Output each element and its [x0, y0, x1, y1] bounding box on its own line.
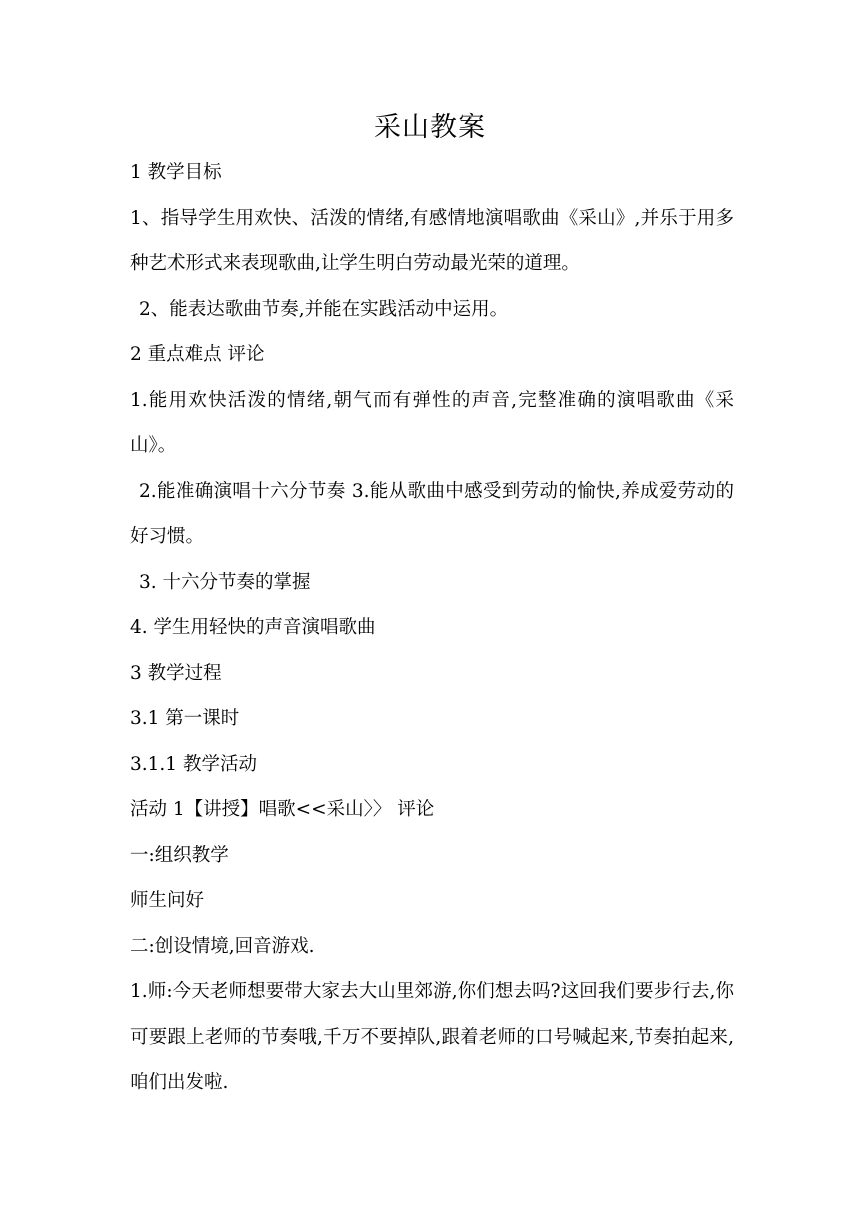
paragraph: 1.师:今天老师想要带大家去大山里郊游,你们想去吗?这回我们要步行去,你可要跟上老师的节奏哦,千万不要掉队,跟着老师的口号喊起来,节奏拍起来,咱们出发啦.	[130, 981, 734, 1093]
subsection-heading: 3.1 第一课时	[130, 708, 240, 729]
paragraph: 一:组织教学	[130, 844, 229, 866]
activity-heading: 活动 1【讲授】唱歌<<采山〉〉 评论	[130, 799, 435, 820]
document-body	[130, 150, 734, 1106]
paragraph: 4. 学生用轻快的声音演唱歌曲	[130, 617, 376, 638]
document-title: 采山教案	[374, 112, 486, 143]
section-heading: 2 重点难点 评论	[130, 344, 265, 365]
paragraph: 3. 十六分节奏的掌握	[139, 571, 311, 593]
paragraph: 1、指导学生用欢快、活泼的情绪,有感情地演唱歌曲《采山》,并乐于用多种艺术形式来表现歌曲,让学生明白劳动最光荣的道理。	[130, 207, 734, 274]
paragraph: 师生问好	[130, 890, 205, 911]
section-heading: 3 教学过程	[130, 662, 222, 684]
paragraph: 2.能准确演唱十六分节奏 3.能从歌曲中感受到劳动的愉快,养成爱劳动的好习惯。	[130, 480, 734, 547]
section-heading: 1 教学目标	[130, 162, 222, 183]
paragraph: 二:创设情境,回音游戏.	[130, 935, 315, 957]
paragraph: 1.能用欢快活泼的情绪,朝气而有弹性的声音,完整准确的演唱歌曲《采山》。	[130, 389, 734, 456]
subsection-heading: 3.1.1 教学活动	[130, 753, 257, 775]
paragraph: 2、能表达歌曲节奏,并能在实践活动中运用。	[139, 298, 509, 320]
